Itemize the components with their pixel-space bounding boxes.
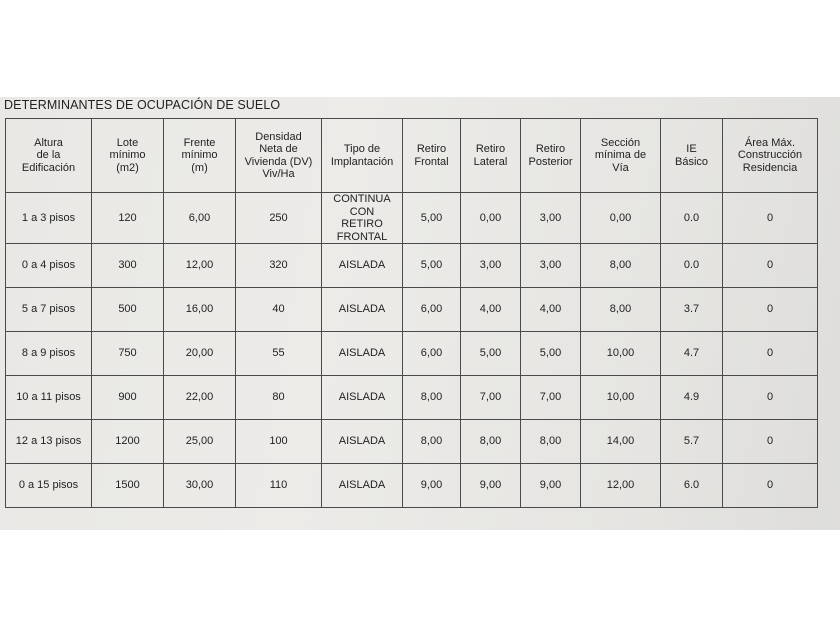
table-cell: 12,00	[164, 244, 236, 288]
table-row	[6, 193, 818, 244]
table-cell: 100	[236, 420, 322, 464]
column-header	[164, 119, 236, 193]
table-cell: 4.9	[661, 376, 723, 420]
table-cell: AISLADA	[322, 288, 403, 332]
column-header-line: mínimo	[109, 149, 146, 162]
table-cell: 300	[92, 244, 164, 288]
table-cell: 1 a 3 pisos	[6, 193, 92, 244]
table-cell: 4.7	[661, 332, 723, 376]
column-header	[723, 119, 818, 193]
column-header-line: IE	[686, 143, 697, 155]
table-cell: 9,00	[403, 464, 461, 508]
table-cell: 0,00	[581, 193, 661, 244]
table-cell: 40	[236, 288, 322, 332]
table-cell: 16,00	[164, 288, 236, 332]
column-header	[661, 119, 723, 193]
table-cell: 12 a 13 pisos	[6, 420, 92, 464]
table-cell: 4,00	[461, 288, 521, 332]
table-cell: CONTINUA CON RETIRO FRONTAL	[322, 193, 403, 244]
table-cell: 7,00	[461, 376, 521, 420]
column-header-line: Vivienda (DV)	[244, 155, 313, 168]
table-row	[6, 420, 818, 464]
table-body	[6, 193, 818, 508]
table-cell: 320	[236, 244, 322, 288]
table-cell: 3,00	[521, 244, 581, 288]
column-header	[461, 119, 521, 193]
table-cell: 10,00	[581, 332, 661, 376]
table-row	[6, 376, 818, 420]
table-cell: AISLADA	[322, 244, 403, 288]
table-cell: 8,00	[461, 420, 521, 464]
table-cell: 8,00	[581, 244, 661, 288]
column-header-line: Frente	[183, 136, 216, 149]
column-header-line: Sección	[600, 136, 641, 149]
column-header-line: Densidad	[255, 130, 302, 143]
document-sheet	[0, 97, 840, 530]
column-header-line: Lateral	[473, 155, 508, 168]
column-header-line: (m)	[191, 161, 208, 174]
table-cell: 0	[723, 376, 818, 420]
table-cell: 10,00	[581, 376, 661, 420]
table-cell: 5 a 7 pisos	[6, 288, 92, 332]
table-cell: 750	[92, 332, 164, 376]
table-cell: 22,00	[164, 376, 236, 420]
column-header-line: Construcción	[737, 149, 803, 162]
table-cell: 0	[723, 420, 818, 464]
column-header-line: Básico	[674, 155, 709, 168]
table-row	[6, 288, 818, 332]
column-header-line: de la	[36, 149, 61, 162]
table-cell: 900	[92, 376, 164, 420]
table-cell: 6.0	[661, 464, 723, 508]
table-cell: 0	[723, 288, 818, 332]
column-header-line: Viv/Ha	[262, 168, 295, 180]
column-header-line: Lote	[116, 136, 139, 149]
table-cell: 20,00	[164, 332, 236, 376]
column-header-line: Posterior	[528, 155, 573, 168]
column-header	[6, 119, 92, 193]
table-cell: 7,00	[521, 376, 581, 420]
table-cell: 8,00	[581, 288, 661, 332]
table-cell: 30,00	[164, 464, 236, 508]
column-header-line: mínimo	[181, 149, 218, 162]
table-cell: 250	[236, 193, 322, 244]
column-header-line: Retiro	[475, 143, 506, 155]
column-header-line: Frontal	[414, 155, 449, 168]
table-cell: 14,00	[581, 420, 661, 464]
column-header-line: (m2)	[116, 161, 139, 174]
table-cell: 500	[92, 288, 164, 332]
table-cell: 0.0	[661, 244, 723, 288]
table-cell: 0 a 4 pisos	[6, 244, 92, 288]
table-cell: 1500	[92, 464, 164, 508]
table-cell: 55	[236, 332, 322, 376]
column-header	[581, 119, 661, 193]
table-cell: 4,00	[521, 288, 581, 332]
table-cell: 5,00	[403, 244, 461, 288]
table-cell: 5,00	[521, 332, 581, 376]
column-header-line: mínima de	[594, 149, 647, 162]
column-header	[403, 119, 461, 193]
table-cell: 0	[723, 332, 818, 376]
table-cell: 120	[92, 193, 164, 244]
table-cell: 9,00	[461, 464, 521, 508]
table-cell: 0 a 15 pisos	[6, 464, 92, 508]
table-cell: 12,00	[581, 464, 661, 508]
table-cell: 8,00	[403, 420, 461, 464]
column-header-line: Retiro	[535, 143, 566, 155]
table-cell: 5.7	[661, 420, 723, 464]
column-header-line: Implantación	[330, 155, 394, 168]
table-cell: AISLADA	[322, 332, 403, 376]
column-header-line: Neta de	[259, 143, 298, 155]
table-cell: AISLADA	[322, 464, 403, 508]
table-cell: 8 a 9 pisos	[6, 332, 92, 376]
table-header-row	[6, 119, 818, 193]
table-cell: 0	[723, 193, 818, 244]
table-cell: 5,00	[461, 332, 521, 376]
column-header-line: Altura	[34, 136, 63, 149]
column-header	[236, 119, 322, 193]
table-cell: 6,00	[164, 193, 236, 244]
table-cell: 9,00	[521, 464, 581, 508]
table-cell: 0.0	[661, 193, 723, 244]
table-cell: 6,00	[403, 288, 461, 332]
table-cell: 0,00	[461, 193, 521, 244]
table-cell: 3.7	[661, 288, 723, 332]
column-header-line: Área Máx.	[744, 136, 796, 149]
column-header-line: Residencia	[742, 161, 798, 174]
column-header	[521, 119, 581, 193]
table-cell: 10 a 11 pisos	[6, 376, 92, 420]
table-cell: 80	[236, 376, 322, 420]
table-cell: AISLADA	[322, 420, 403, 464]
table-cell: 25,00	[164, 420, 236, 464]
table-cell: 0	[723, 244, 818, 288]
table-row	[6, 464, 818, 508]
table-cell: 8,00	[403, 376, 461, 420]
land-use-table	[5, 118, 818, 508]
table-cell: 5,00	[403, 193, 461, 244]
table-cell: 1200	[92, 420, 164, 464]
column-header	[322, 119, 403, 193]
table-cell: 3,00	[521, 193, 581, 244]
table-cell: 3,00	[461, 244, 521, 288]
column-header-line: Edificación	[21, 161, 76, 174]
column-header	[92, 119, 164, 193]
table-cell: 6,00	[403, 332, 461, 376]
table-cell: 0	[723, 464, 818, 508]
column-header-line: Retiro	[416, 143, 447, 155]
table-cell: 110	[236, 464, 322, 508]
document-title: DETERMINANTES DE OCUPACIÓN DE SUELO	[4, 98, 281, 112]
table-row	[6, 244, 818, 288]
table-row	[6, 332, 818, 376]
table-cell: 8,00	[521, 420, 581, 464]
table-cell: AISLADA	[322, 376, 403, 420]
column-header-line: Tipo de	[343, 143, 381, 155]
column-header-line: Vía	[612, 161, 629, 174]
